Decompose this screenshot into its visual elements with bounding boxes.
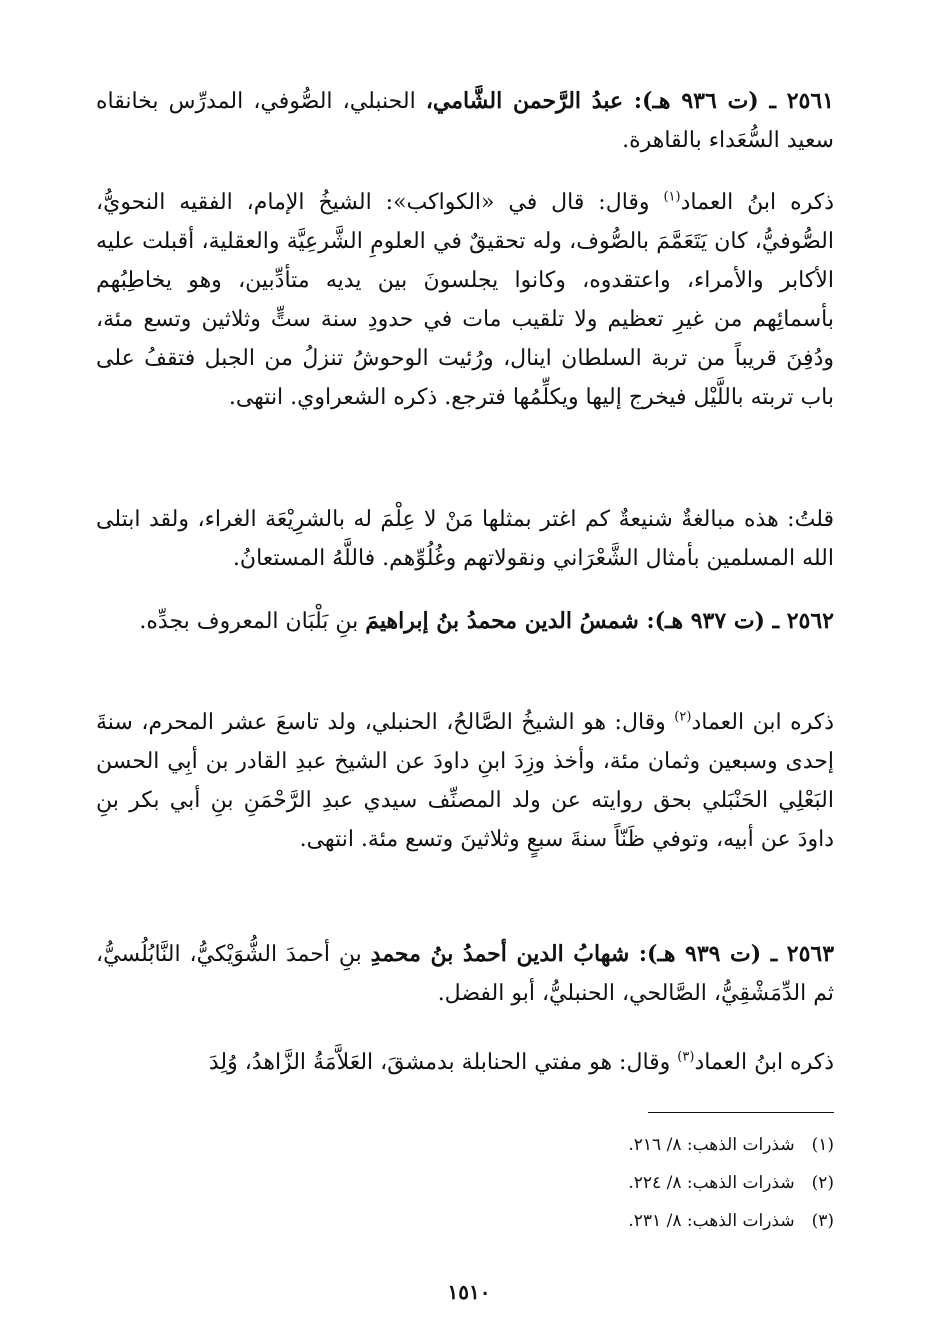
- paragraph-text: وقال: هو الشيخُ الصَّالحُ، الحنبلي، ولد تاسعَ عشر المحرم، سنةَ إحدى وسبعين وثمان مئة، وأخذ وزِدَ ابنِ داودَ عن الشيخ عبدِ القادر بن أبِي الحسن البَعْلِي الحَنْبَلي بحق روايته عن ولد المصنِّف سيدي عبدِ الرَّحْمَنِ بنِ أبي بكر بنِ داودَ عن أبيه، وتوفي ظَنّاً سنةَ سبعٍ وثلاثينَ وتسع مئة. انتهى.: [96, 710, 834, 852]
- paragraph-text: قلتُ: هذه مبالغةٌ شنيعةٌ كم اغتر بمثلها مَنْ لا عِلْمَ له بالشرِيْعَة الغراء، ولقد ابتلى الله المسلمين بأمثال الشَّعْرَاني ونقولاتهم وغُلُوِّهم. فاللَّهُ المستعانُ.: [96, 507, 834, 571]
- paragraph-text: ذكره ابن العماد: [691, 710, 834, 735]
- paragraph-text: وقال: قال في «الكواكب»: الشيخُ الإمام، الفقيه النحويُّ، الصُّوفيُّ، كان يَتَعَمَّمَ بالصُّوف، وله تحقيقٌ في العلومِ الشَّرعِيَّة والعقلية، أقبلت عليه الأكابر والأمراء، واعتقدوه، وكانوا يجلسونَ بين يديه متأدِّبين، وهو يخاطِبُهم بأسمائِهم من غيرِ تعظيم ولا تلقيب مات في حدودِ سنة ستٍّ وثلاثين وتسع مئة، ودُفِنَ قريباً من تربة السلطان اينال، ورُئيت الوحوشُ تنزلُ من الجبل فتقفُ على باب تربته باللَّيْل فيخرج إليها ويكلِّمُها فترجع. ذكره الشعراوي. انتهى.: [96, 190, 834, 410]
- footnote-reference: (٣): [677, 1049, 695, 1065]
- footnote-1: [434, 1133, 834, 1157]
- entry-heading: ٢٥٦١ ـ (ت ٩٣٦ هـ): عبدُ الرَّحمن الشَّامي،: [425, 88, 834, 114]
- paragraph-text: ذكره ابنُ العماد: [694, 1050, 834, 1075]
- paragraph-commentary: [96, 500, 834, 578]
- footnote-text: شذرات الذهب: ٨/ ٢٢٤.: [628, 1173, 795, 1193]
- entry-details: بنِ بَلْبَان المعروف بجدِّه.: [139, 609, 366, 634]
- footnote-number: (٣): [811, 1211, 834, 1231]
- entry-details: بنِ أحمدَ الشُّوَيْكيُّ، النَّابُلُسيُّ، ثم الدِّمَشْقِيُّ، الصَّالحي، الحنبليُّ، أبو الفضل.: [96, 942, 834, 1006]
- footnote-2: [434, 1171, 834, 1195]
- paragraph-text: ذكره ابنُ العماد: [680, 190, 835, 215]
- page-number: ١٥١٠: [447, 1280, 491, 1304]
- paragraph-text: وقال: هو مفتي الحنابلة بدمشقَ، العَلاَّمَةُ الزَّاهدُ، وُلِدَ: [208, 1050, 678, 1075]
- footnote-reference: (١): [663, 189, 681, 205]
- entry-2562: [96, 602, 834, 641]
- footnote-text: شذرات الذهب: ٨/ ٢١٦.: [628, 1135, 795, 1155]
- entry-heading: ٢٥٦٢ ـ (ت ٩٣٧ هـ): شمسُ الدين محمدُ بنُ إبراهيمَ: [365, 608, 834, 634]
- paragraph-biography-2: [96, 703, 834, 859]
- footnote-reference: (٢): [674, 709, 692, 725]
- footnote-divider: [648, 1112, 834, 1113]
- footnote-text: شذرات الذهب: ٨/ ٢٣١.: [628, 1211, 795, 1231]
- entry-2563: [96, 935, 834, 1013]
- footnote-3: [434, 1209, 834, 1233]
- paragraph-biography-3: [96, 1043, 834, 1082]
- footnote-number: (١): [811, 1135, 834, 1155]
- entry-heading: ٢٥٦٣ ـ (ت ٩٣٩ هـ): شهابُ الدين أحمدُ بنُ محمدِ: [370, 941, 835, 967]
- paragraph-biography-1: [96, 183, 834, 417]
- footnote-number: (٢): [811, 1173, 834, 1193]
- entry-details: الحنبلي، الصُّوفي، المدرِّس بخانقاه سعيد السُّعَداء بالقاهرة.: [96, 89, 834, 153]
- entry-2561: [96, 82, 834, 160]
